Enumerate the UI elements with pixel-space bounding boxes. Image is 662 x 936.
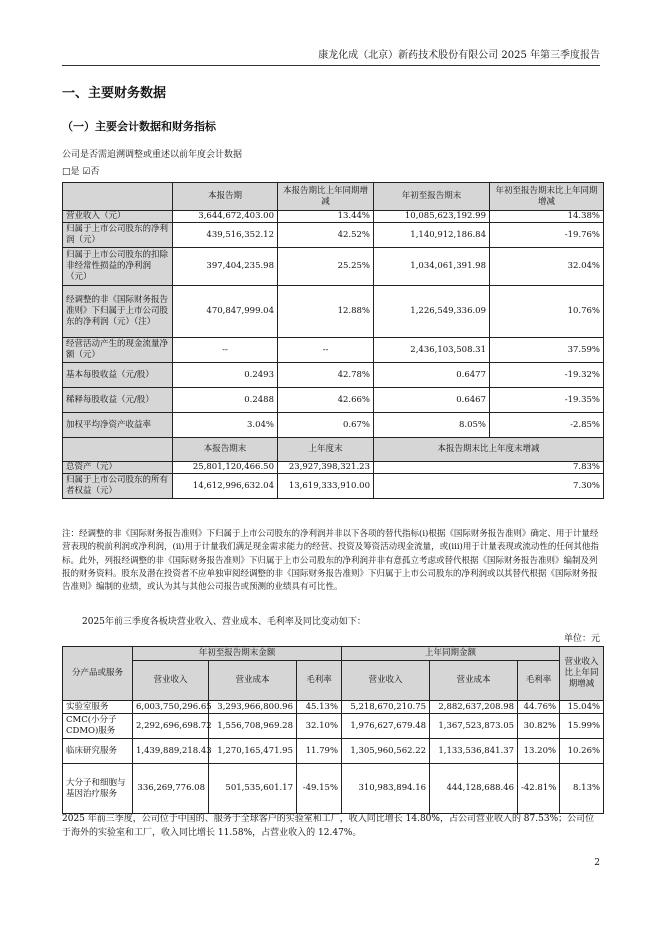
segment-intro: 2025年前三季度各板块营业收入、营业成本、毛利率及同比变动如下： [82,617,366,627]
cell: -19.35% [490,388,604,413]
col-header: 毛利率 [518,661,560,701]
table-row [63,462,604,474]
row-label: 经调整的非《国际财务报告准则》下归属于上市公司股东的净利润（元）（注） [63,286,173,338]
cell: 1,367,523,873.05 [430,714,518,739]
table-row [63,739,604,764]
cell: 397,404,235.98 [173,248,278,286]
cell: 2,292,696,698.72 [133,714,209,739]
cell: 13.20% [518,739,560,764]
restate-answer: □是 ☑否 [62,167,100,177]
table-row [63,413,604,438]
cell: 5,218,670,210.75 [342,701,430,714]
cell: 25,801,120,466.50 [173,462,278,474]
cell: 32.04% [490,248,604,286]
row-label: 总资产（元） [63,462,173,474]
col-header: 本报告期末比上年度末增减 [374,438,604,462]
cell: 15.99% [560,714,604,739]
cell: 6,003,750,296.65 [133,701,209,714]
cell: 0.2488 [173,388,278,413]
cell: 42.66% [278,388,374,413]
cell: 1,439,889,218.43 [133,739,209,764]
cell: -49.15% [297,764,342,814]
col-header: 毛利率 [297,661,342,701]
row-label: 经营活动产生的现金流量净额（元） [63,338,173,363]
cell: 42.52% [278,223,374,248]
cell: 13,619,333,910.00 [278,474,374,499]
col-header: 营业成本 [430,661,518,701]
col-header: 年初至报告期末比上年同期增减 [490,183,604,211]
cell: 1,226,549,336.09 [374,286,490,338]
cell: 1,034,061,391.98 [374,248,490,286]
cell: 444,128,688.46 [430,764,518,814]
table-row [63,338,604,363]
cell: 10.26% [560,739,604,764]
row-label: 归属于上市公司股东的净利润（元） [63,223,173,248]
cell: 3.04% [173,413,278,438]
table-header-row [63,647,604,661]
cell: 501,535,601.17 [209,764,297,814]
cell: 37.59% [490,338,604,363]
cell: 1,140,912,186.84 [374,223,490,248]
cell: 310,983,894.16 [342,764,430,814]
cell: 1,305,960,562.22 [342,739,430,764]
row-label: 营业收入（元） [63,211,173,223]
cell: 0.2493 [173,363,278,388]
cell: 14,612,996,632.04 [173,474,278,499]
row-label: 加权平均净资产收益率 [63,413,173,438]
cell: 8.05% [374,413,490,438]
cell: 2,436,103,508.31 [374,338,490,363]
cell: 439,516,352.12 [173,223,278,248]
closing-paragraph: 2025 年前三季度，公司位于中国的、服务于全球客户的实验室和工厂，收入同比增长 14.80%，占公司营业收入的 87.53%；公司位于海外的实验室和工厂，收入同比增长 11.58%，占营业收入的 12.47%。 [62,814,595,838]
non-ifrs-note: 注：经调整的非《国际财务报告准则》下归属于上市公司股东的净利润并非以下各项的替代指标(i)根据《国际财务报告准则》确定、用于计量经营表现的税前利润或净利润，(ii)用于计量我们满足现金需求能力的经营、投资及筹资活动现金流量，或(iii)用于计量表现或流动性的任何其他指标。此外，列报经调整的非《国际财务报告准则》下归属于上市公司股东的净利润并非有意孤立考虑或替代根据《国际财务报告准则》编制及列报的财务资料。股东及潜在投资者不应单独审阅经调整的非《国际财务报告准则》下归属于上市公司股东的净利润或以其替代根据《国际财务报告准则》编制的业绩，或认为其与其他公司报告或预测的业绩具有可比性。 [62,529,599,593]
cell: 45.13% [297,701,342,714]
table-header-row [63,438,604,462]
cell: 1,270,165,471.95 [209,739,297,764]
col-header: 本报告期 [173,183,278,211]
cell: 336,269,776.08 [133,764,209,814]
row-label: 归属于上市公司股东的扣除非经常性损益的净利润（元） [63,248,173,286]
segment-table [62,646,604,814]
col-header: 本报告期比上年同期增减 [278,183,374,211]
cell: 7.83% [374,462,604,474]
table-row [63,701,604,714]
cell: 25.25% [278,248,374,286]
cell: -2.85% [490,413,604,438]
cell: 8.13% [560,764,604,814]
cell: 32.10% [297,714,342,739]
cell: 7.30% [374,474,604,499]
cell: 470,847,999.04 [173,286,278,338]
table-row [63,363,604,388]
table-row [63,286,604,338]
cell: 1,556,708,969.28 [209,714,297,739]
row-label: 大分子和细胞与基因治疗服务 [63,764,133,814]
table-row [63,388,604,413]
cell: 42.78% [278,363,374,388]
financial-indicators-table [62,182,604,499]
cell: 10.76% [490,286,604,338]
cell: 3,293,966,800.96 [209,701,297,714]
cell: 13.44% [278,211,374,223]
cell: -- [173,338,278,363]
cell: 0.6477 [374,363,490,388]
col-header: 上年度末 [278,438,374,462]
cell: -42.81% [518,764,560,814]
col-header: 本报告期末 [173,438,278,462]
section-title: 一、主要财务数据 [62,86,167,101]
col-header: 营业收入 [342,661,430,701]
col-header: 营业收入比上年同期增减 [560,647,604,701]
subsection-title: （一）主要会计数据和财务指标 [62,120,216,133]
row-label: 实验室服务 [63,701,133,714]
cell: 15.04% [560,701,604,714]
col-header: 营业收入 [133,661,209,701]
table-row [63,764,604,814]
cell: -- [278,338,374,363]
page-number: 2 [594,858,600,868]
col-group-header: 上年同期金额 [342,647,560,661]
page-header: 康龙化成（北京）新药技术股份有限公司 2025 年第三季度报告 [62,46,600,66]
cell: 1,976,627,679.48 [342,714,430,739]
row-label: 基本每股收益（元/股） [63,363,173,388]
restate-question: 公司是否需追溯调整或重述以前年度会计数据 [62,150,243,160]
cell: 10,085,623,192.99 [374,211,490,223]
cell: 3,644,672,403.00 [173,211,278,223]
cell: 30.82% [518,714,560,739]
row-label: 稀释每股收益（元/股） [63,388,173,413]
row-label: 临床研究服务 [63,739,133,764]
cell: 0.6467 [374,388,490,413]
col-group-header: 年初至报告期末金额 [133,647,342,661]
unit-label: 单位：元 [563,634,600,644]
col-header: 分产品或服务 [63,647,133,701]
table-row [63,714,604,739]
table-row [63,248,604,286]
col-header: 年初至报告期末 [374,183,490,211]
cell: 11.79% [297,739,342,764]
table-header-row [63,183,604,211]
cell: 1,133,536,841.37 [430,739,518,764]
table-header-row [63,661,604,701]
cell: 44.76% [518,701,560,714]
cell: -19.76% [490,223,604,248]
cell: 12.88% [278,286,374,338]
table-row [63,474,604,499]
cell: 2,882,637,208.98 [430,701,518,714]
row-label: CMC(小分子CDMO)服务 [63,714,133,739]
col-header: 营业成本 [209,661,297,701]
cell: 14.38% [490,211,604,223]
cell: 0.67% [278,413,374,438]
row-label: 归属于上市公司股东的所有者权益（元） [63,474,173,499]
table-row [63,211,604,223]
table-row [63,223,604,248]
cell: -19.32% [490,363,604,388]
cell: 23,927,398,321.23 [278,462,374,474]
